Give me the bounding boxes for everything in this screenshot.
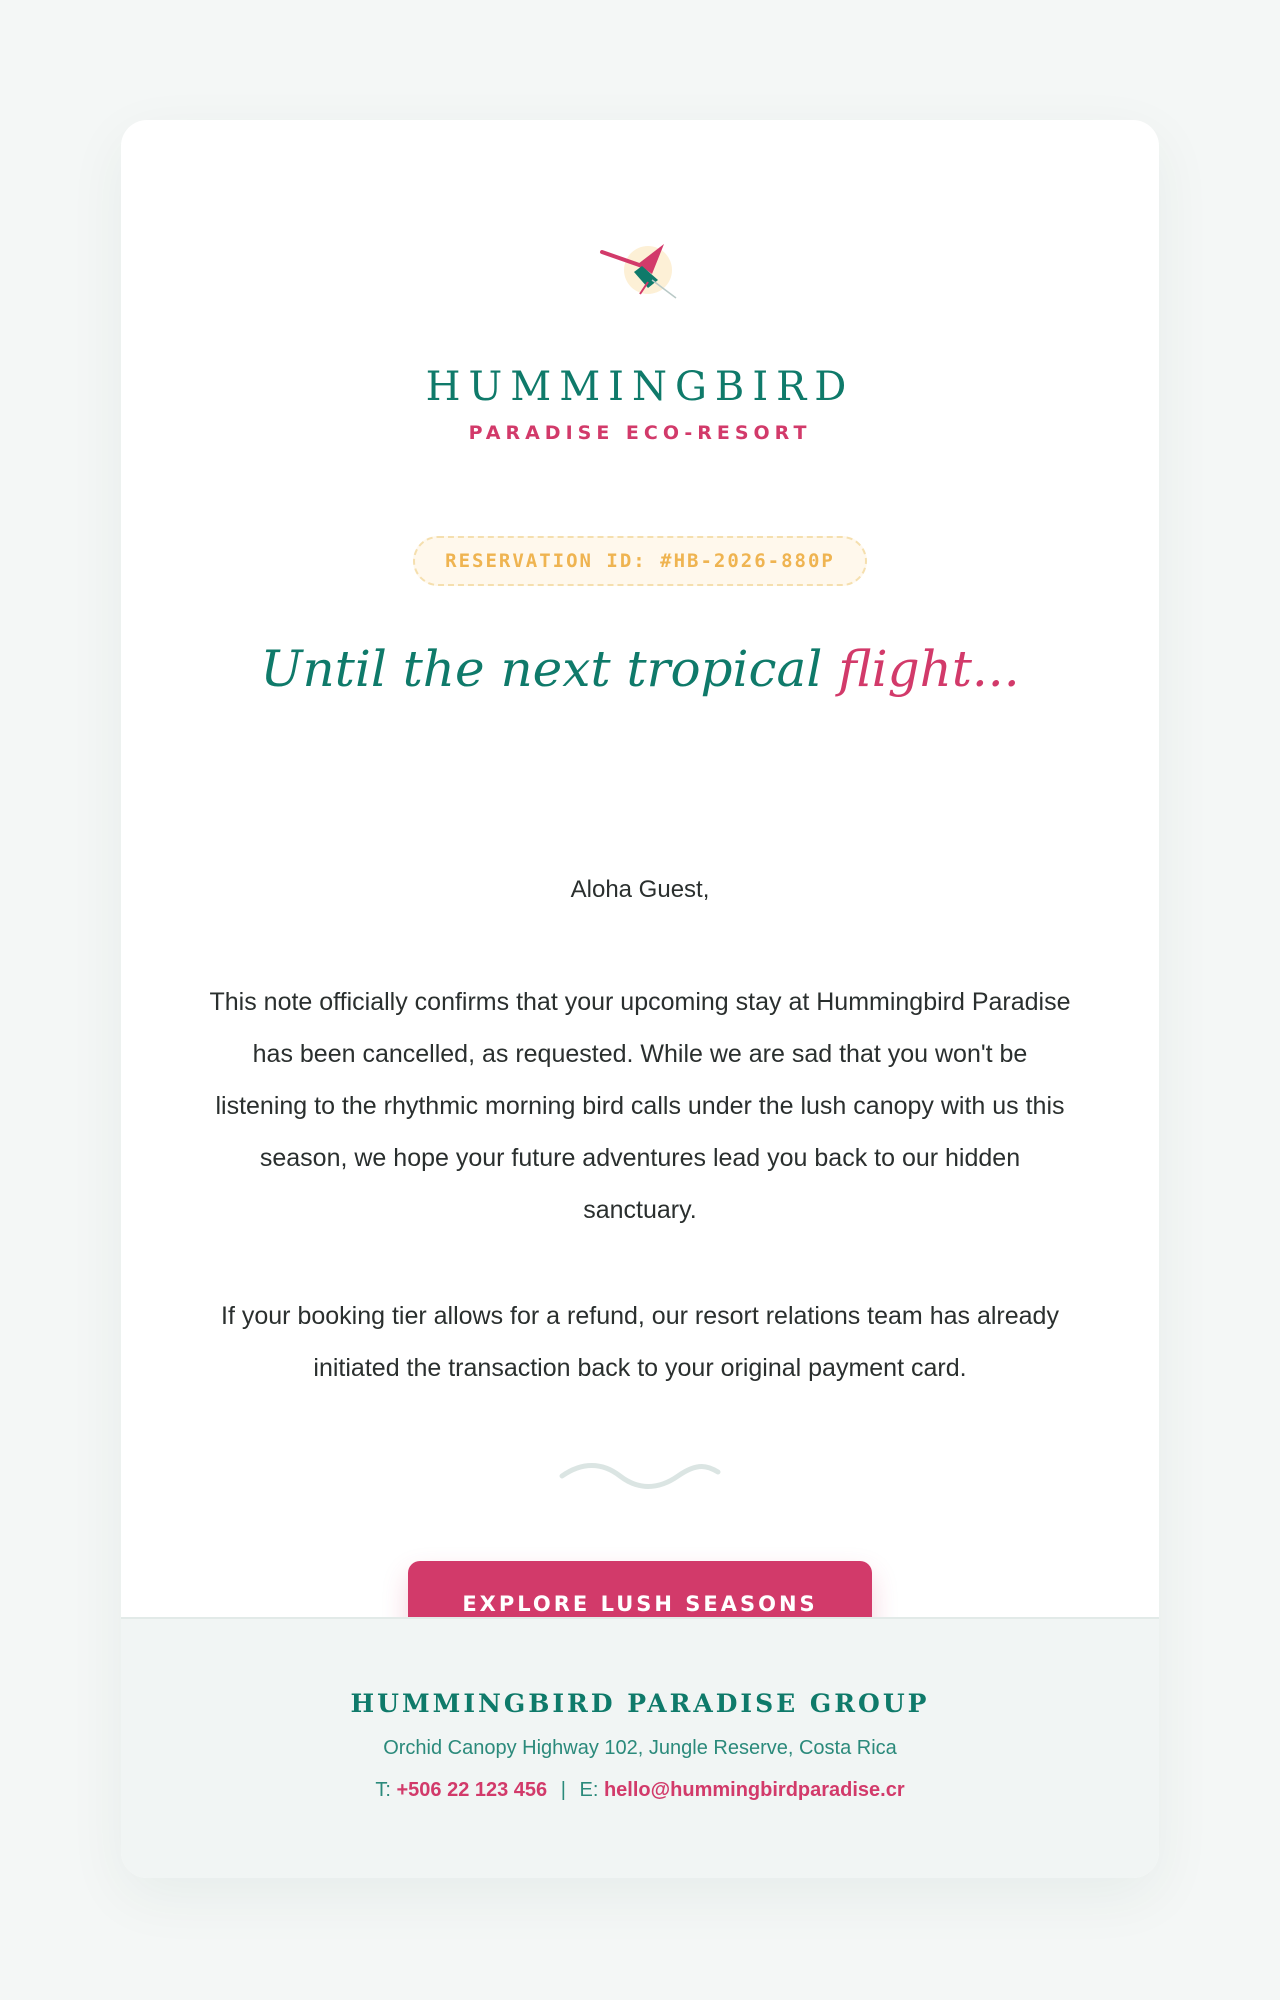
- headline: [121, 640, 1159, 698]
- footer: [121, 1617, 1159, 1878]
- divider: [121, 1460, 1159, 1490]
- wave-divider-icon: [558, 1460, 722, 1490]
- email-label: E:: [579, 1779, 599, 1801]
- logo: [121, 236, 1159, 308]
- explore-lush-seasons-button[interactable]: EXPLORE LUSH SEASONS: [408, 1561, 872, 1647]
- reservation-badge-wrapper: [121, 536, 1159, 586]
- cancellation-paragraph: This note officially confirms that your upcoming stay at Hummingbird Paradise has been cancelled, as requested. While we are sad that you won't be listening to the rhythmic morning bird calls under the lush canopy with us this season, we hope your future adventures lead you back to our hidden sanctuary.: [209, 988, 1071, 1224]
- hummingbird-icon: [590, 236, 690, 308]
- contact-separator: |: [560, 1779, 566, 1801]
- email-body: [121, 120, 1159, 1618]
- headline-accent: flight...: [838, 640, 1020, 698]
- email-link[interactable]: hello@hummingbirdparadise.cr: [603, 1779, 905, 1801]
- phone-label: T:: [375, 1779, 391, 1801]
- refund-paragraph: If your booking tier allows for a refund, our resort relations team has already initiated the transaction back to your original payment card.: [221, 1302, 1059, 1382]
- headline-main: Until the next tropical: [260, 640, 823, 698]
- brand-name: HUMMINGBIRD: [425, 364, 855, 410]
- brand-subtitle: PARADISE ECO-RESORT: [468, 422, 812, 444]
- footer-address: Orchid Canopy Highway 102, Jungle Reserve, Costa Rica: [383, 1737, 897, 1759]
- footer-company: HUMMINGBIRD PARADISE GROUP: [350, 1689, 930, 1718]
- phone-link[interactable]: +506 22 123 456: [396, 1779, 548, 1801]
- greeting: Aloha Guest,: [570, 876, 710, 903]
- footer-contact: [121, 1779, 1159, 1802]
- email-card: [121, 120, 1159, 1878]
- reservation-id-badge: RESERVATION ID: #HB-2026-880P: [413, 536, 867, 586]
